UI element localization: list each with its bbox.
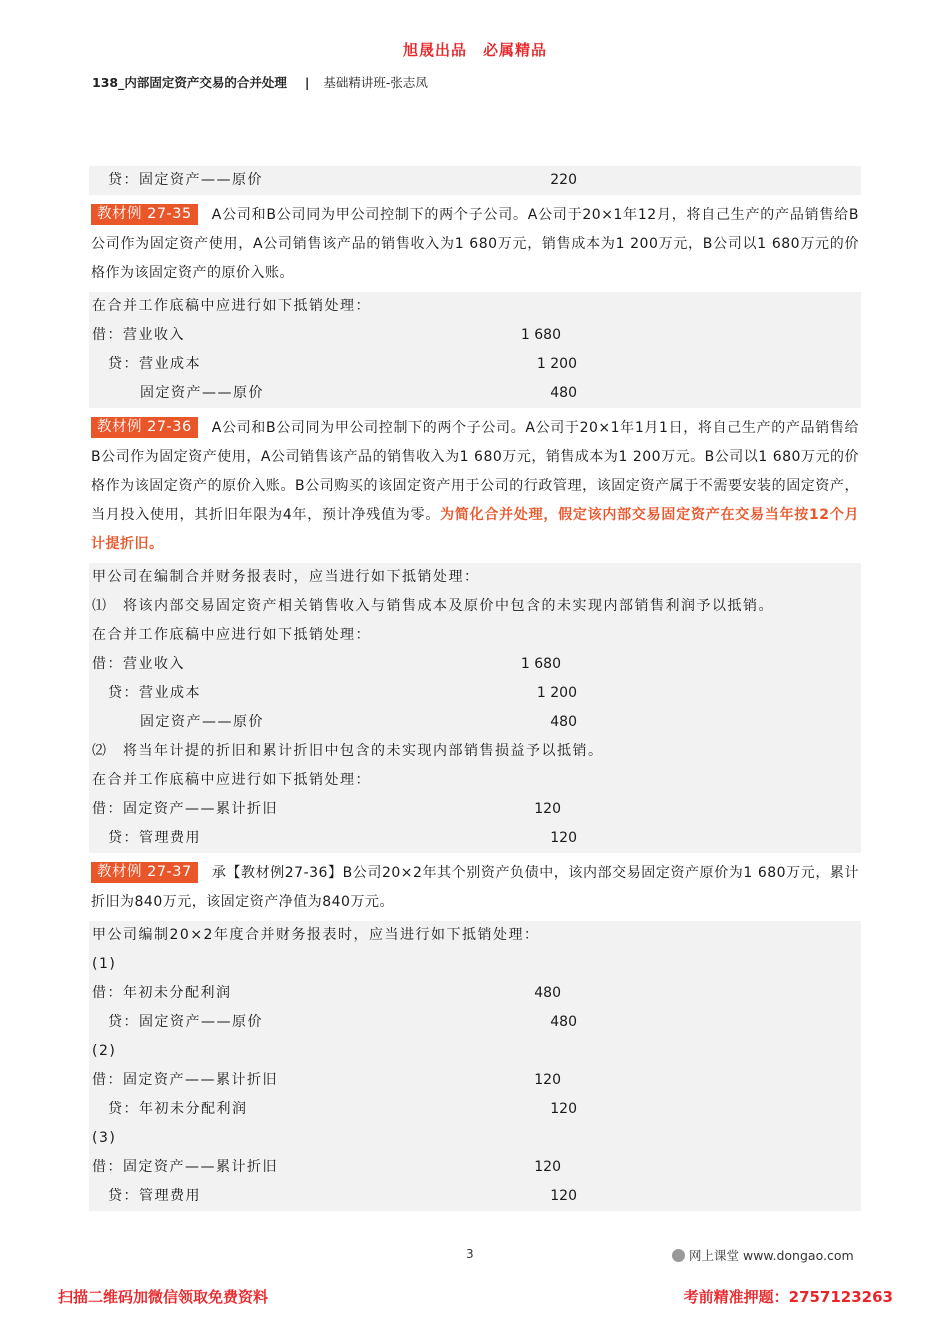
entry-label: 贷：营业成本 bbox=[108, 685, 201, 701]
entry-row bbox=[89, 921, 861, 950]
entry-label: 固定资产——原价 bbox=[140, 385, 264, 401]
entry-amount: 120 bbox=[534, 801, 561, 817]
entry-row bbox=[89, 321, 861, 350]
entry-row bbox=[89, 592, 861, 621]
entry-row bbox=[89, 1124, 861, 1153]
entry-row bbox=[89, 979, 861, 1008]
entry-label: 贷：年初未分配利润 bbox=[108, 1101, 248, 1117]
entry-label: (1) bbox=[92, 956, 117, 972]
entry-row bbox=[89, 1153, 861, 1182]
top-brand-slogan: 旭晟出品 必属精品 bbox=[402, 41, 547, 59]
page-header bbox=[92, 73, 428, 91]
course-name: 基础精讲班-张志凤 bbox=[323, 75, 428, 90]
entry-label: 借：年初未分配利润 bbox=[92, 985, 232, 1001]
entry-amount: 1 680 bbox=[520, 327, 561, 343]
entry-label: 借：营业收入 bbox=[92, 656, 185, 672]
entry-label: ⑴ 将该内部交易固定资产相关销售收入与销售成本及原价中包含的未实现内部销售利润予以抵销。 bbox=[92, 598, 774, 614]
entry-row bbox=[89, 1037, 861, 1066]
entry-amount: 480 bbox=[534, 985, 561, 1001]
page-number: 3 bbox=[466, 1247, 474, 1261]
entry-label: 贷：固定资产——原价 bbox=[108, 1014, 263, 1030]
entry-amount: 480 bbox=[550, 714, 577, 730]
entry-label: 贷：管理费用 bbox=[108, 1188, 201, 1204]
entry-row bbox=[89, 1182, 861, 1211]
entry-row bbox=[89, 950, 861, 979]
site-brand bbox=[672, 1246, 854, 1264]
entry-label: ⑵ 将当年计提的折旧和累计折旧中包含的未实现内部销售损益予以抵销。 bbox=[92, 743, 604, 759]
entry-row bbox=[89, 166, 861, 195]
entry-label: 在合并工作底稿中应进行如下抵销处理： bbox=[92, 772, 371, 788]
entry-label: 甲公司编制20×2年度合并财务报表时，应当进行如下抵销处理： bbox=[92, 927, 540, 943]
entry-label: 借：固定资产——累计折旧 bbox=[92, 801, 278, 817]
entry-row bbox=[89, 563, 861, 592]
example-paragraph bbox=[89, 199, 861, 288]
entry-row bbox=[89, 708, 861, 737]
example-text: 承【教材例27-36】B公司20×2年其个别资产负债中，该内部交易固定资产原价为1 680万元，累计折旧为840万元，该固定资产净值为840万元。 bbox=[91, 865, 859, 910]
entry-label: 贷：营业成本 bbox=[108, 356, 201, 372]
entry-amount: 120 bbox=[534, 1159, 561, 1175]
qr-promo-text: 扫描二维码加微信领取免费资料 bbox=[58, 1288, 269, 1306]
exam-promo-text: 考前精准押题：2757123263 bbox=[683, 1288, 893, 1306]
entry-block bbox=[89, 563, 861, 853]
entry-row bbox=[89, 795, 861, 824]
example-badge: 教材例 27-35 bbox=[91, 204, 198, 225]
entry-row bbox=[89, 1095, 861, 1124]
entry-label: 贷：固定资产——原价 bbox=[108, 172, 263, 188]
entry-row bbox=[89, 766, 861, 795]
example-badge: 教材例 27-37 bbox=[91, 862, 198, 883]
entry-amount: 1 680 bbox=[520, 656, 561, 672]
entry-block bbox=[89, 921, 861, 1211]
entry-row bbox=[89, 824, 861, 853]
example-text: A公司和B公司同为甲公司控制下的两个子公司。A公司于20×1年1月1日，将自己生产的产品销售给B公司作为固定资产使用，A公司销售该产品的销售收入为1 680万元，销售成本为1 200万元。B公司以1 680万元的价格作为该固定资产的原价入账。B公司购买的该固定资产用于公司的行政管理，该固定资产属于不需要安装的固定资产，当月投入使用，其折旧年限为4年，预计净残值为零。 bbox=[91, 420, 859, 523]
entry-label: (2) bbox=[92, 1043, 117, 1059]
entry-label: 在合并工作底稿中应进行如下抵销处理： bbox=[92, 627, 371, 643]
example-paragraph bbox=[89, 412, 861, 559]
brand-logo-icon bbox=[672, 1249, 685, 1262]
entry-row bbox=[89, 679, 861, 708]
entry-label: 在合并工作底稿中应进行如下抵销处理： bbox=[92, 298, 371, 314]
entry-label: 借：营业收入 bbox=[92, 327, 185, 343]
header-separator: | bbox=[304, 75, 310, 90]
entry-label: 固定资产——原价 bbox=[140, 714, 264, 730]
entry-row bbox=[89, 350, 861, 379]
entry-label: 借：固定资产——累计折旧 bbox=[92, 1159, 278, 1175]
entry-amount: 220 bbox=[550, 172, 577, 188]
entry-amount: 120 bbox=[534, 1072, 561, 1088]
entry-row bbox=[89, 292, 861, 321]
example-badge: 教材例 27-36 bbox=[91, 417, 198, 438]
entry-label: 贷：管理费用 bbox=[108, 830, 201, 846]
entry-row bbox=[89, 1066, 861, 1095]
entry-label: 甲公司在编制合并财务报表时，应当进行如下抵销处理： bbox=[92, 569, 480, 585]
example-highlight: 为简化合并处理，假定该内部交易固定资产在交易当年按12个月计提折旧。 bbox=[91, 507, 859, 552]
entry-amount: 1 200 bbox=[536, 356, 577, 372]
entry-row bbox=[89, 379, 861, 408]
entry-amount: 480 bbox=[550, 1014, 577, 1030]
entry-row bbox=[89, 737, 861, 766]
document-body bbox=[89, 166, 861, 1211]
site-brand-text: 网上课堂 www.dongao.com bbox=[689, 1248, 854, 1263]
example-text: A公司和B公司同为甲公司控制下的两个子公司。A公司于20×1年12月，将自己生产的产品销售给B公司作为固定资产使用，A公司销售该产品的销售收入为1 680万元，销售成本为1 200万元，B公司以1 680万元的价格作为该固定资产的原价入账。 bbox=[91, 207, 859, 281]
entry-amount: 480 bbox=[550, 385, 577, 401]
entry-label: 借：固定资产——累计折旧 bbox=[92, 1072, 278, 1088]
entry-amount: 120 bbox=[550, 1101, 577, 1117]
entry-row bbox=[89, 621, 861, 650]
entry-label: (3) bbox=[92, 1130, 117, 1146]
entry-block bbox=[89, 166, 861, 195]
lecture-title: 138_内部固定资产交易的合并处理 bbox=[92, 75, 287, 90]
entry-block bbox=[89, 292, 861, 408]
entry-row bbox=[89, 1008, 861, 1037]
entry-row bbox=[89, 650, 861, 679]
entry-amount: 120 bbox=[550, 830, 577, 846]
entry-amount: 1 200 bbox=[536, 685, 577, 701]
entry-amount: 120 bbox=[550, 1188, 577, 1204]
example-paragraph bbox=[89, 857, 861, 917]
